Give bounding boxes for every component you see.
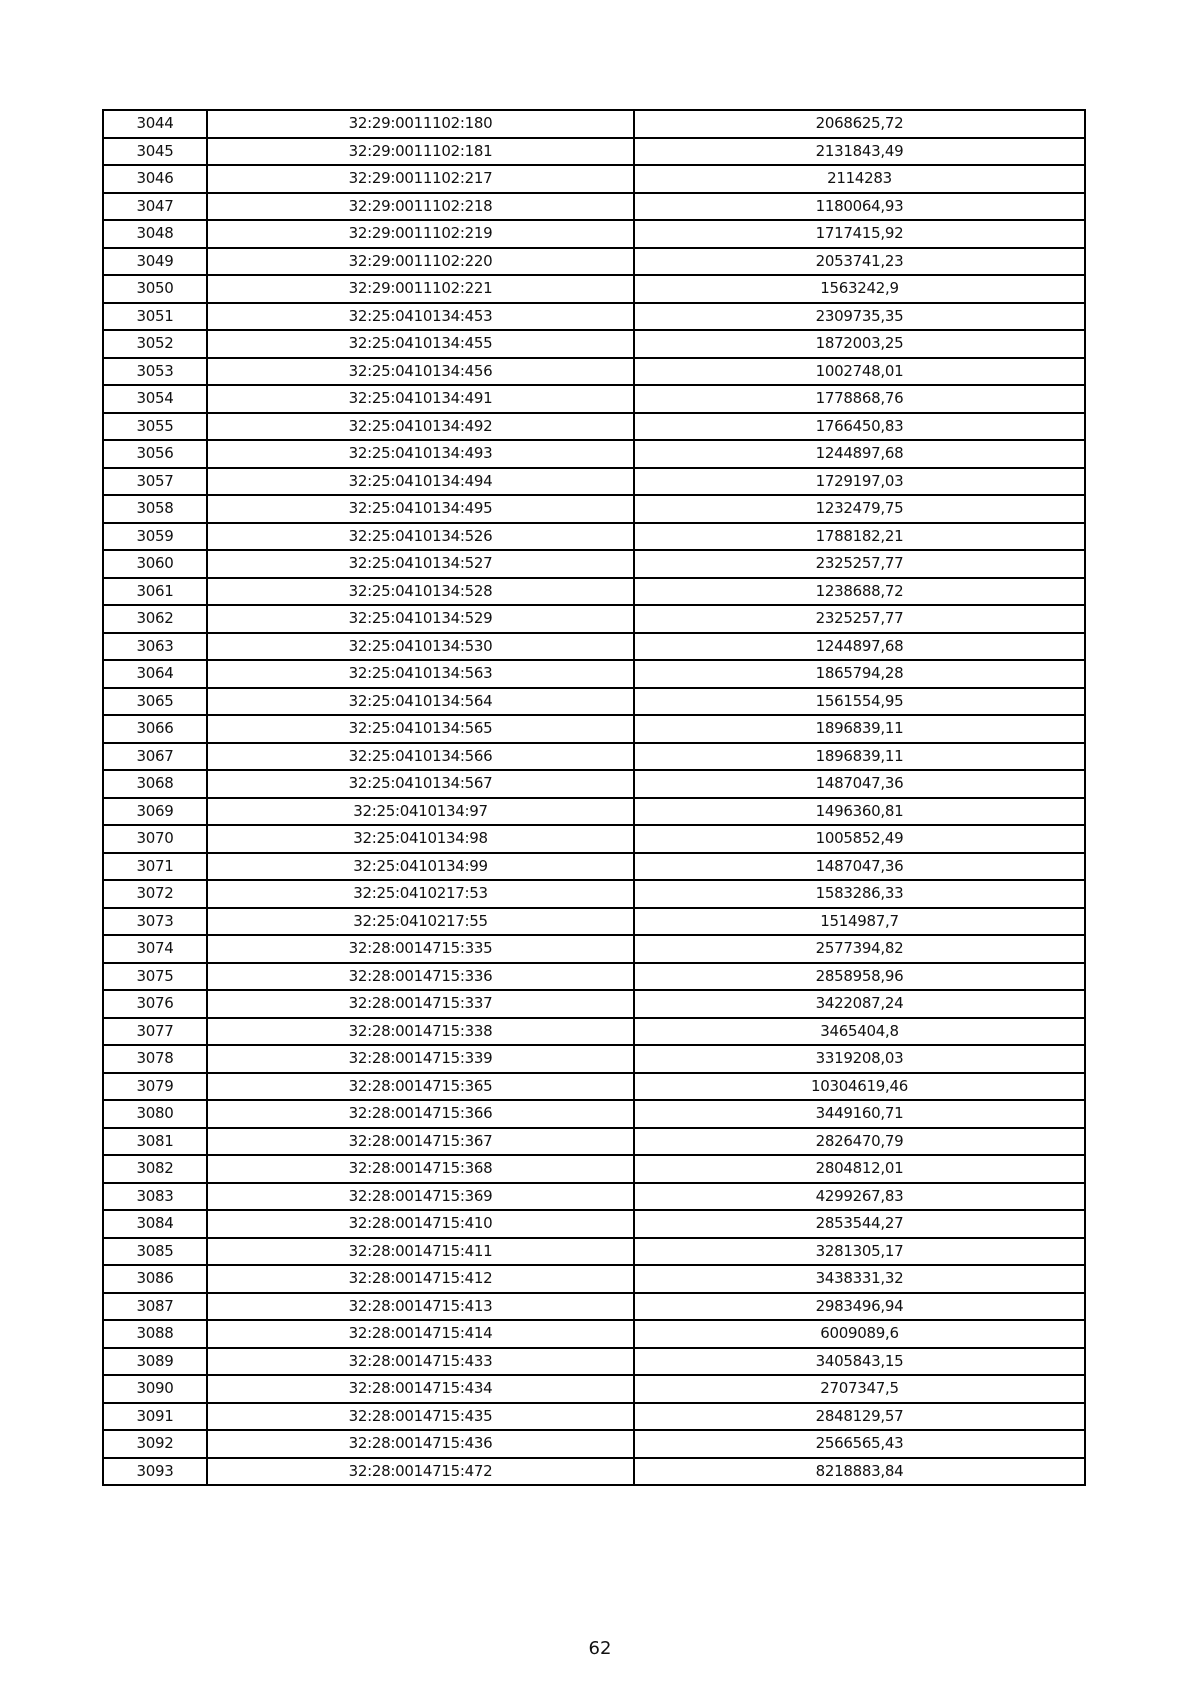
value-cell: 2114283 [634, 165, 1085, 193]
row-number-cell: 3046 [103, 165, 207, 193]
cadastral-number-cell: 32:25:0410134:526 [207, 523, 634, 551]
value-cell: 1717415,92 [634, 220, 1085, 248]
value-cell: 1788182,21 [634, 523, 1085, 551]
value-cell: 8218883,84 [634, 1458, 1085, 1486]
cadastral-number-cell: 32:29:0011102:181 [207, 138, 634, 166]
table-row [103, 220, 1085, 248]
value-cell: 6009089,6 [634, 1320, 1085, 1348]
row-number-cell: 3067 [103, 743, 207, 771]
table-row [103, 303, 1085, 331]
value-cell: 4299267,83 [634, 1183, 1085, 1211]
value-cell: 2853544,27 [634, 1210, 1085, 1238]
value-cell: 1766450,83 [634, 413, 1085, 441]
table-row [103, 550, 1085, 578]
row-number-cell: 3089 [103, 1348, 207, 1376]
value-cell: 1514987,7 [634, 908, 1085, 936]
cadastral-number-cell: 32:28:0014715:337 [207, 990, 634, 1018]
row-number-cell: 3063 [103, 633, 207, 661]
row-number-cell: 3068 [103, 770, 207, 798]
row-number-cell: 3065 [103, 688, 207, 716]
page-number: 62 [588, 1638, 612, 1659]
cadastral-number-cell: 32:25:0410134:530 [207, 633, 634, 661]
value-cell: 10304619,46 [634, 1073, 1085, 1101]
table-row [103, 688, 1085, 716]
row-number-cell: 3081 [103, 1128, 207, 1156]
table-row [103, 880, 1085, 908]
table-row [103, 633, 1085, 661]
row-number-cell: 3060 [103, 550, 207, 578]
row-number-cell: 3058 [103, 495, 207, 523]
table-row [103, 1100, 1085, 1128]
value-cell: 3405843,15 [634, 1348, 1085, 1376]
cadastral-number-cell: 32:28:0014715:366 [207, 1100, 634, 1128]
cadastral-number-cell: 32:28:0014715:472 [207, 1458, 634, 1486]
value-cell: 2566565,43 [634, 1430, 1085, 1458]
table-row [103, 908, 1085, 936]
value-cell: 2707347,5 [634, 1375, 1085, 1403]
value-cell: 1005852,49 [634, 825, 1085, 853]
value-cell: 1244897,68 [634, 440, 1085, 468]
row-number-cell: 3053 [103, 358, 207, 386]
table-row [103, 1073, 1085, 1101]
table-row [103, 853, 1085, 881]
value-cell: 1002748,01 [634, 358, 1085, 386]
row-number-cell: 3093 [103, 1458, 207, 1486]
table-row [103, 1320, 1085, 1348]
row-number-cell: 3044 [103, 110, 207, 138]
row-number-cell: 3054 [103, 385, 207, 413]
value-cell: 1872003,25 [634, 330, 1085, 358]
value-cell: 2309735,35 [634, 303, 1085, 331]
table-row [103, 743, 1085, 771]
cadastral-number-cell: 32:25:0410134:493 [207, 440, 634, 468]
table-row [103, 413, 1085, 441]
table-row [103, 165, 1085, 193]
table-row [103, 715, 1085, 743]
cadastral-number-cell: 32:25:0410134:98 [207, 825, 634, 853]
row-number-cell: 3087 [103, 1293, 207, 1321]
cadastral-number-cell: 32:28:0014715:368 [207, 1155, 634, 1183]
table-row [103, 193, 1085, 221]
row-number-cell: 3051 [103, 303, 207, 331]
table-row [103, 1128, 1085, 1156]
table-row [103, 825, 1085, 853]
row-number-cell: 3078 [103, 1045, 207, 1073]
table-row [103, 440, 1085, 468]
row-number-cell: 3080 [103, 1100, 207, 1128]
table-body [103, 110, 1085, 1485]
cadastral-number-cell: 32:28:0014715:369 [207, 1183, 634, 1211]
cadastral-number-cell: 32:25:0410134:453 [207, 303, 634, 331]
value-cell: 3438331,32 [634, 1265, 1085, 1293]
cadastral-number-cell: 32:25:0410134:456 [207, 358, 634, 386]
cadastral-number-cell: 32:28:0014715:365 [207, 1073, 634, 1101]
value-cell: 2131843,49 [634, 138, 1085, 166]
value-cell: 1865794,28 [634, 660, 1085, 688]
cadastral-number-cell: 32:29:0011102:219 [207, 220, 634, 248]
table-row [103, 1210, 1085, 1238]
row-number-cell: 3062 [103, 605, 207, 633]
table-row [103, 495, 1085, 523]
row-number-cell: 3085 [103, 1238, 207, 1266]
table-row [103, 385, 1085, 413]
row-number-cell: 3069 [103, 798, 207, 826]
value-cell: 2983496,94 [634, 1293, 1085, 1321]
value-cell: 1487047,36 [634, 770, 1085, 798]
value-cell: 1487047,36 [634, 853, 1085, 881]
cadastral-number-cell: 32:28:0014715:339 [207, 1045, 634, 1073]
row-number-cell: 3059 [103, 523, 207, 551]
row-number-cell: 3064 [103, 660, 207, 688]
value-cell: 2858958,96 [634, 963, 1085, 991]
value-cell: 1896839,11 [634, 715, 1085, 743]
value-cell: 1896839,11 [634, 743, 1085, 771]
value-cell: 2848129,57 [634, 1403, 1085, 1431]
table-row [103, 1238, 1085, 1266]
value-cell: 1244897,68 [634, 633, 1085, 661]
cadastral-number-cell: 32:25:0410134:491 [207, 385, 634, 413]
cadastral-number-cell: 32:28:0014715:433 [207, 1348, 634, 1376]
row-number-cell: 3090 [103, 1375, 207, 1403]
table-row [103, 798, 1085, 826]
row-number-cell: 3074 [103, 935, 207, 963]
cadastral-number-cell: 32:28:0014715:367 [207, 1128, 634, 1156]
table-row [103, 963, 1085, 991]
table-row [103, 605, 1085, 633]
table-row [103, 1018, 1085, 1046]
row-number-cell: 3047 [103, 193, 207, 221]
row-number-cell: 3083 [103, 1183, 207, 1211]
table-row [103, 1348, 1085, 1376]
cadastral-number-cell: 32:28:0014715:410 [207, 1210, 634, 1238]
table-row [103, 578, 1085, 606]
table-row [103, 1430, 1085, 1458]
cadastral-number-cell: 32:29:0011102:217 [207, 165, 634, 193]
row-number-cell: 3077 [103, 1018, 207, 1046]
cadastral-number-cell: 32:28:0014715:338 [207, 1018, 634, 1046]
cadastral-number-cell: 32:25:0410217:55 [207, 908, 634, 936]
row-number-cell: 3075 [103, 963, 207, 991]
cadastral-number-cell: 32:25:0410134:563 [207, 660, 634, 688]
row-number-cell: 3076 [103, 990, 207, 1018]
value-cell: 1729197,03 [634, 468, 1085, 496]
value-cell: 2577394,82 [634, 935, 1085, 963]
table-row [103, 660, 1085, 688]
row-number-cell: 3045 [103, 138, 207, 166]
value-cell: 3422087,24 [634, 990, 1085, 1018]
row-number-cell: 3056 [103, 440, 207, 468]
value-cell: 2068625,72 [634, 110, 1085, 138]
row-number-cell: 3055 [103, 413, 207, 441]
row-number-cell: 3070 [103, 825, 207, 853]
cadastral-number-cell: 32:28:0014715:413 [207, 1293, 634, 1321]
cadastral-number-cell: 32:25:0410134:564 [207, 688, 634, 716]
value-cell: 1563242,9 [634, 275, 1085, 303]
table-row [103, 248, 1085, 276]
cadastral-number-cell: 32:28:0014715:412 [207, 1265, 634, 1293]
cadastral-number-cell: 32:28:0014715:336 [207, 963, 634, 991]
table-row [103, 1183, 1085, 1211]
row-number-cell: 3072 [103, 880, 207, 908]
row-number-cell: 3049 [103, 248, 207, 276]
cadastral-number-cell: 32:29:0011102:220 [207, 248, 634, 276]
value-cell: 2826470,79 [634, 1128, 1085, 1156]
table-row [103, 935, 1085, 963]
cadastral-number-cell: 32:25:0410134:494 [207, 468, 634, 496]
value-cell: 3465404,8 [634, 1018, 1085, 1046]
row-number-cell: 3073 [103, 908, 207, 936]
value-cell: 2325257,77 [634, 550, 1085, 578]
table-row [103, 990, 1085, 1018]
table-row [103, 1375, 1085, 1403]
cadastral-number-cell: 32:25:0410134:528 [207, 578, 634, 606]
value-cell: 1238688,72 [634, 578, 1085, 606]
value-cell: 1583286,33 [634, 880, 1085, 908]
table-row [103, 1293, 1085, 1321]
value-cell: 2804812,01 [634, 1155, 1085, 1183]
data-table [102, 109, 1086, 1486]
row-number-cell: 3091 [103, 1403, 207, 1431]
table-row [103, 275, 1085, 303]
cadastral-number-cell: 32:29:0011102:221 [207, 275, 634, 303]
row-number-cell: 3066 [103, 715, 207, 743]
row-number-cell: 3088 [103, 1320, 207, 1348]
table-row [103, 770, 1085, 798]
value-cell: 1561554,95 [634, 688, 1085, 716]
row-number-cell: 3086 [103, 1265, 207, 1293]
value-cell: 1232479,75 [634, 495, 1085, 523]
row-number-cell: 3079 [103, 1073, 207, 1101]
cadastral-number-cell: 32:28:0014715:434 [207, 1375, 634, 1403]
cadastral-number-cell: 32:25:0410134:529 [207, 605, 634, 633]
cadastral-number-cell: 32:29:0011102:180 [207, 110, 634, 138]
value-cell: 3449160,71 [634, 1100, 1085, 1128]
table-row [103, 1155, 1085, 1183]
cadastral-number-cell: 32:25:0410217:53 [207, 880, 634, 908]
table-row [103, 1403, 1085, 1431]
value-cell: 1180064,93 [634, 193, 1085, 221]
cadastral-number-cell: 32:25:0410134:565 [207, 715, 634, 743]
table-row [103, 330, 1085, 358]
value-cell: 3281305,17 [634, 1238, 1085, 1266]
value-cell: 2325257,77 [634, 605, 1085, 633]
cadastral-number-cell: 32:28:0014715:414 [207, 1320, 634, 1348]
value-cell: 1496360,81 [634, 798, 1085, 826]
table-row [103, 1458, 1085, 1486]
value-cell: 2053741,23 [634, 248, 1085, 276]
table-row [103, 138, 1085, 166]
cadastral-number-cell: 32:25:0410134:99 [207, 853, 634, 881]
table-row [103, 110, 1085, 138]
cadastral-number-cell: 32:28:0014715:335 [207, 935, 634, 963]
cadastral-number-cell: 32:25:0410134:566 [207, 743, 634, 771]
table-row [103, 358, 1085, 386]
cadastral-number-cell: 32:28:0014715:435 [207, 1403, 634, 1431]
table-row [103, 1045, 1085, 1073]
cadastral-number-cell: 32:25:0410134:567 [207, 770, 634, 798]
cadastral-number-cell: 32:25:0410134:492 [207, 413, 634, 441]
cadastral-number-cell: 32:25:0410134:455 [207, 330, 634, 358]
cadastral-number-cell: 32:25:0410134:97 [207, 798, 634, 826]
table-row [103, 468, 1085, 496]
cadastral-number-cell: 32:25:0410134:527 [207, 550, 634, 578]
table-row [103, 1265, 1085, 1293]
row-number-cell: 3084 [103, 1210, 207, 1238]
row-number-cell: 3052 [103, 330, 207, 358]
value-cell: 1778868,76 [634, 385, 1085, 413]
row-number-cell: 3048 [103, 220, 207, 248]
value-cell: 3319208,03 [634, 1045, 1085, 1073]
row-number-cell: 3071 [103, 853, 207, 881]
row-number-cell: 3061 [103, 578, 207, 606]
row-number-cell: 3050 [103, 275, 207, 303]
table-row [103, 523, 1085, 551]
row-number-cell: 3092 [103, 1430, 207, 1458]
cadastral-number-cell: 32:25:0410134:495 [207, 495, 634, 523]
row-number-cell: 3057 [103, 468, 207, 496]
cadastral-number-cell: 32:28:0014715:411 [207, 1238, 634, 1266]
cadastral-number-cell: 32:29:0011102:218 [207, 193, 634, 221]
cadastral-number-cell: 32:28:0014715:436 [207, 1430, 634, 1458]
row-number-cell: 3082 [103, 1155, 207, 1183]
